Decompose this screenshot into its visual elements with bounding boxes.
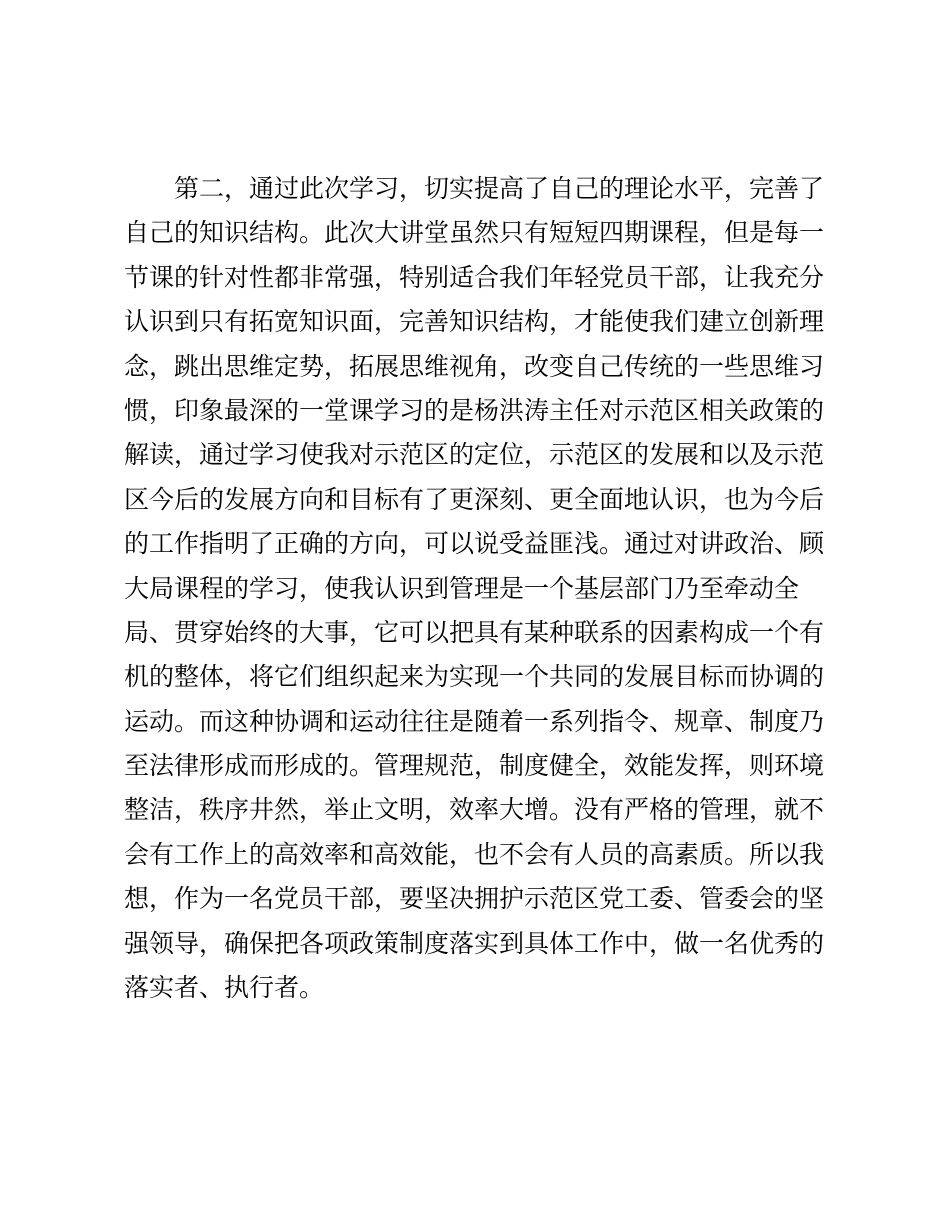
text-line: 至法律形成而形成的。管理规范，制度健全，效能发挥，则环境 — [124, 751, 825, 781]
text-line: 认识到只有拓宽知识面，完善知识结构，才能使我们建立创新理 — [124, 307, 825, 337]
text-line: 第二，通过此次学习，切实提高了自己的理论水平，完善了 — [174, 174, 825, 203]
text-line: 机的整体，将它们组织起来为实现一个共同的发展目标而协调的 — [124, 662, 825, 692]
text-line: 的工作指明了正确的方向，可以说受益匪浅。通过对讲政治、顾 — [124, 529, 825, 559]
text-line: 运动。而这种协调和运动往往是随着一系列指令、规章、制度乃 — [124, 706, 825, 736]
text-line: 整洁，秩序井然，举止文明，效率大增。没有严格的管理，就不 — [124, 795, 825, 825]
paragraph — [124, 167, 824, 1010]
text-line: 惯，印象最深的一堂课学习的是杨洪涛主任对示范区相关政策的 — [124, 395, 825, 425]
text-line: 自己的知识结构。此次大讲堂虽然只有短短四期课程，但是每一 — [124, 218, 825, 248]
text-line: 区今后的发展方向和目标有了更深刻、更全面地认识，也为今后 — [124, 484, 825, 514]
text-line: 节课的针对性都非常强，特别适合我们年轻党员干部，让我充分 — [124, 262, 825, 292]
text-line: 落实者、执行者。 — [124, 973, 325, 1003]
text-line: 解读，通过学习使我对示范区的定位，示范区的发展和以及示范 — [124, 440, 825, 470]
text-line: 大局课程的学习，使我认识到管理是一个基层部门乃至牵动全 — [124, 573, 800, 603]
text-line: 局、贯穿始终的大事，它可以把具有某种联系的因素构成一个有 — [124, 617, 825, 647]
text-line: 强领导，确保把各项政策制度落实到具体工作中，做一名优秀的 — [124, 928, 825, 958]
text-line: 想，作为一名党员干部，要坚决拥护示范区党工委、管委会的坚 — [124, 884, 825, 914]
text-line: 念，跳出思维定势，拓展思维视角，改变自己传统的一些思维习 — [124, 351, 825, 381]
text-line: 会有工作上的高效率和高效能，也不会有人员的高素质。所以我 — [124, 839, 825, 869]
